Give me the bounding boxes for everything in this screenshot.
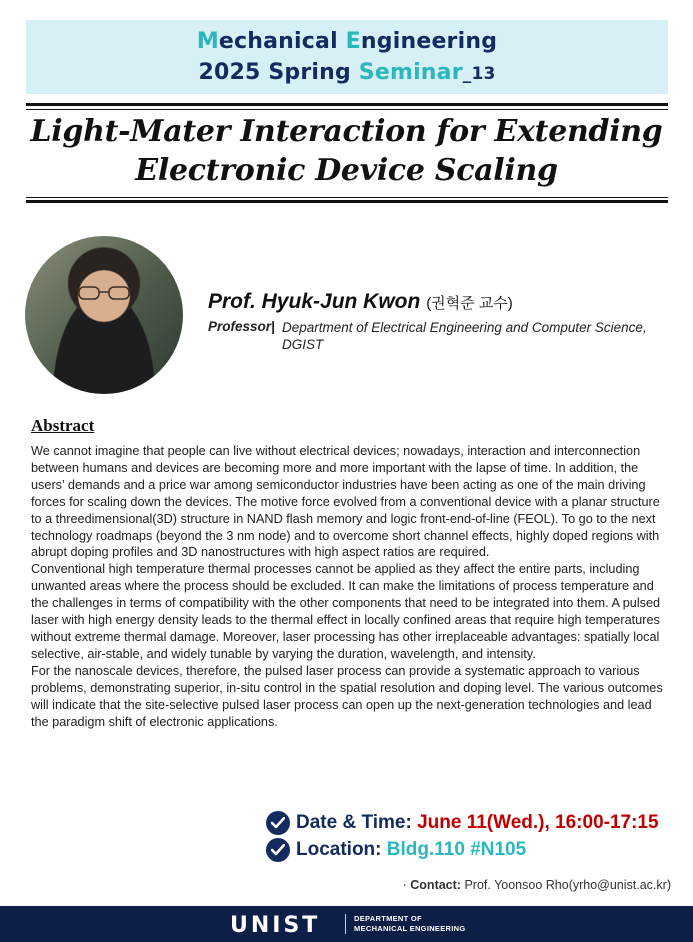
bottom-rule-thin xyxy=(26,197,668,198)
top-rule-thin xyxy=(26,109,668,110)
contact-info: · Contact: Prof. Yoonsoo Rho(yrho@unist.ac.kr) xyxy=(402,878,671,892)
bottom-rule xyxy=(26,200,668,203)
speaker-name: Prof. Hyuk-Jun Kwon (권혁준 교수) xyxy=(208,290,513,313)
abstract-paragraph: Conventional high temperature thermal processes cannot be applied as they affect the entire parts, including unwanted areas where the process should be excluded. It can make the limitations of process temperature and the challenges in terms of compatibility with the other components that need to be integrated into them. A pulsed laser with high energy density leads to the thermal effect in locally confined areas that require high temperatures without extreme thermal damage. Moreover, laser processing has other irreplaceable advantages: spatially local selective, air-stable, and widely tunable by varying the duration, wavelength, and intensity. xyxy=(31,562,661,661)
abstract-paragraph: For the nanoscale devices, therefore, the pulsed laser process can provide a systematic approach to various problems, demonstrating superior, in-situ control in the spatial resolution and doping level. The various outcomes will indicate that the site-selective pulsed laser process can open up the next-generation technologies and lead the paradigm shift of electronic applications. xyxy=(31,663,663,729)
date-time-value: June 11(Wed.), 16:00-17:15 xyxy=(417,812,659,833)
header-department: Mechanical Engineering xyxy=(196,29,498,54)
footer-divider xyxy=(345,914,346,934)
contact-label: Contact: xyxy=(410,878,461,892)
talk-title-line1: Light-Mater Interaction for Extending xyxy=(30,114,663,149)
speaker-department: Department of Electrical Engineering and Computer Science, DGIST xyxy=(282,320,647,352)
footer-department: DEPARTMENT OF MECHANICAL ENGINEERING xyxy=(354,914,466,933)
check-circle-icon xyxy=(266,838,290,862)
seminar-header xyxy=(26,20,668,94)
speaker-photo xyxy=(25,236,183,394)
abstract-paragraph: We cannot imagine that people can live without electrical devices; nowadays, interaction and interconnection between humans and devices are becoming more and more important with the lapse of time. In addition, the users’ demands and a price war among semiconductor industries have been acting as one of the main driving forces for scaling down the devices. The motive force evolved from a conventional device with a planar structure to a threedimensional(3D) structure in NAND flash memory and logic front-end-of-line (FEOL). To go to the next technology roadmaps (beyond the 3 nm node) and to overcome short channel effects, highly doped regions with abrupt doping profiles and 3D nanostructures with high aspect ratios are required. xyxy=(31,444,660,560)
date-time-label: Date & Time: xyxy=(296,812,418,833)
header-series: 2025 Spring Seminar_13 xyxy=(198,60,496,85)
check-circle-icon xyxy=(266,811,290,835)
abstract-heading: Abstract xyxy=(31,416,95,435)
speaker-affiliation xyxy=(208,319,678,352)
contact-value: Prof. Yoonsoo Rho(yrho@unist.ac.kr) xyxy=(460,878,671,892)
top-rule xyxy=(26,103,668,106)
talk-title-line2: Electronic Device Scaling xyxy=(135,153,558,188)
unist-logo: UNIST xyxy=(230,913,321,938)
speaker-role: Professor| xyxy=(208,319,275,334)
speaker-name-korean: (권혁준 교수) xyxy=(426,295,513,312)
glasses-graphic xyxy=(77,286,131,300)
location-value: Bldg.110 #N105 xyxy=(386,839,527,860)
location-label: Location: xyxy=(296,839,387,860)
footer-bar xyxy=(0,906,693,942)
abstract-body xyxy=(31,443,671,730)
